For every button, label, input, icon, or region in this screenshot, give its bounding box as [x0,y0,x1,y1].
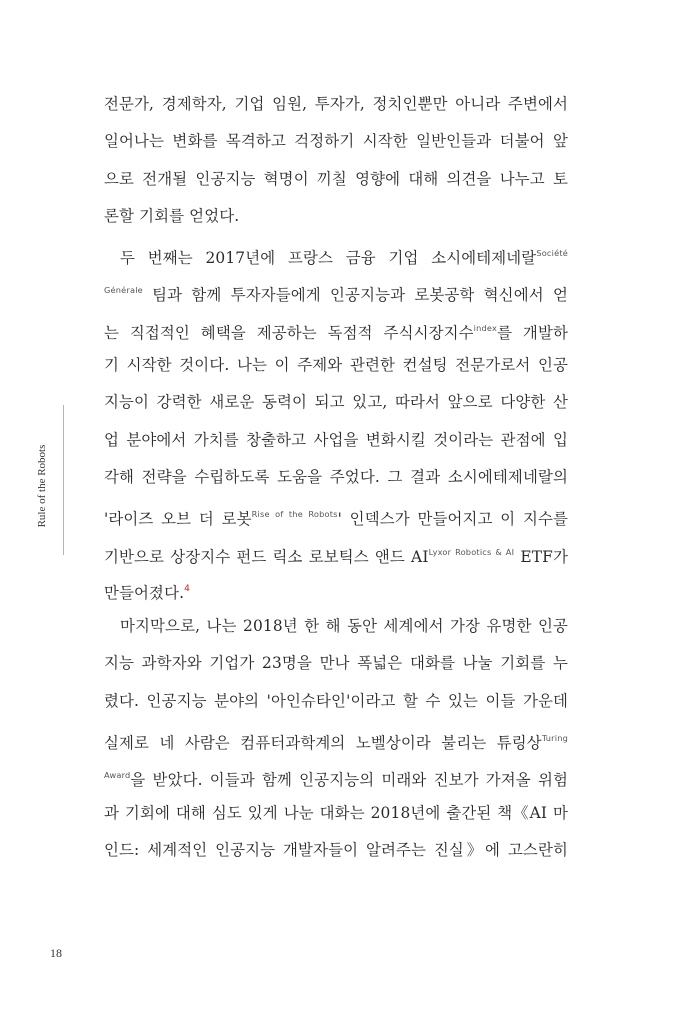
text-line: 기반으로 상장지수 펀드 릭소 로보틱스 앤드 $AI^{Lyxor Robotics \& AI}$ ETF가 [104,546,569,566]
text-line: 인드: 세계적인 인공지능 개발자들이 알려주는 진실》에 고스란히 [104,840,568,859]
text-line: 전문가, 경제학자, 기업 임원, 투자가, 정치인뿐만 아니라 주변에서 [104,95,568,113]
page-number: 18 [50,946,62,960]
text-line: 만들어졌다.$^4$ [104,583,191,602]
text-line: 일어나는 변화를 목격하고 걱정하기 시작한 일반인들과 더불어 앞 [104,132,568,151]
margin-rule [63,405,64,555]
running-title: Rule of the Robots [36,444,48,528]
original-term: Award [104,770,131,781]
text-line: 과 기회에 대해 심도 있게 나눈 대화는 2018년에 출간된 책《AI 마 [104,803,568,822]
text-line: 렸다. 인공지능 분야의 '아인슈타인'이라고 할 수 있는 이들 가운데 [104,691,568,710]
text-line: 기 시작한 것이다. 나는 이 주제와 관련한 컨설팅 전문가로서 인공 [104,356,568,375]
paragraph-start-line: 마지막으로, 나는 2018년 한 해 동안 세계에서 가장 유명한 인공 [120,617,568,636]
text-line: $^{Award}$을 받았다. 이들과 함께 인공지능의 미래와 진보가 가져올 위험 [104,770,568,790]
text-line: 는 직접적인 혜택을 제공하는 독점적 주식시장지수$^{index}$를 개발하 [104,322,568,342]
text-line: 실제로 네 사람은 컴퓨터과학계의 노벨상이라 불리는 튜링상$^{Turing}$ [104,733,568,753]
text-line: 각해 전략을 수립하도록 도움을 주었다. 그 결과 소시에테제네랄의 [104,467,568,486]
text-line: $^{Générale}$ 팀과 함께 투자자들에게 인공지능과 로봇공학 혁신에서 얻 [104,285,568,305]
body-text [104,86,568,869]
text-line: 지능이 강력한 새로운 동력이 되고 있고, 따라서 앞으로 다양한 산 [104,393,568,412]
text-line: '라이즈 오브 더 로봇$^{Rise of the Robots}$' 인덱스가 만들어지고 이 지수를 [104,509,569,529]
footnote-marker: 4 [184,583,191,594]
original-term: Turing [541,733,568,744]
text-line: 지능 과학자와 기업가 23명을 만나 폭넓은 대화를 나눌 기회를 누 [104,654,568,673]
original-term: Rise of the Robots [251,509,338,520]
text-line: 업 분야에서 가치를 창출하고 사업을 변화시킬 것이라는 관점에 입 [104,430,568,449]
original-term: Société [536,248,568,259]
original-term: Générale [104,285,143,296]
paragraph-start-line: 두 번째는 2017년에 프랑스 금융 기업 소시에테제네랄$^{Société}$ [120,248,568,268]
text-line: 론할 기회를 얻었다. [104,206,240,225]
original-term: index [473,322,498,333]
text-line: 으로 전개될 인공지능 혁명이 끼칠 영향에 대해 의견을 나누고 토 [104,169,568,188]
original-term: Lyxor Robotics & AI [428,546,515,557]
